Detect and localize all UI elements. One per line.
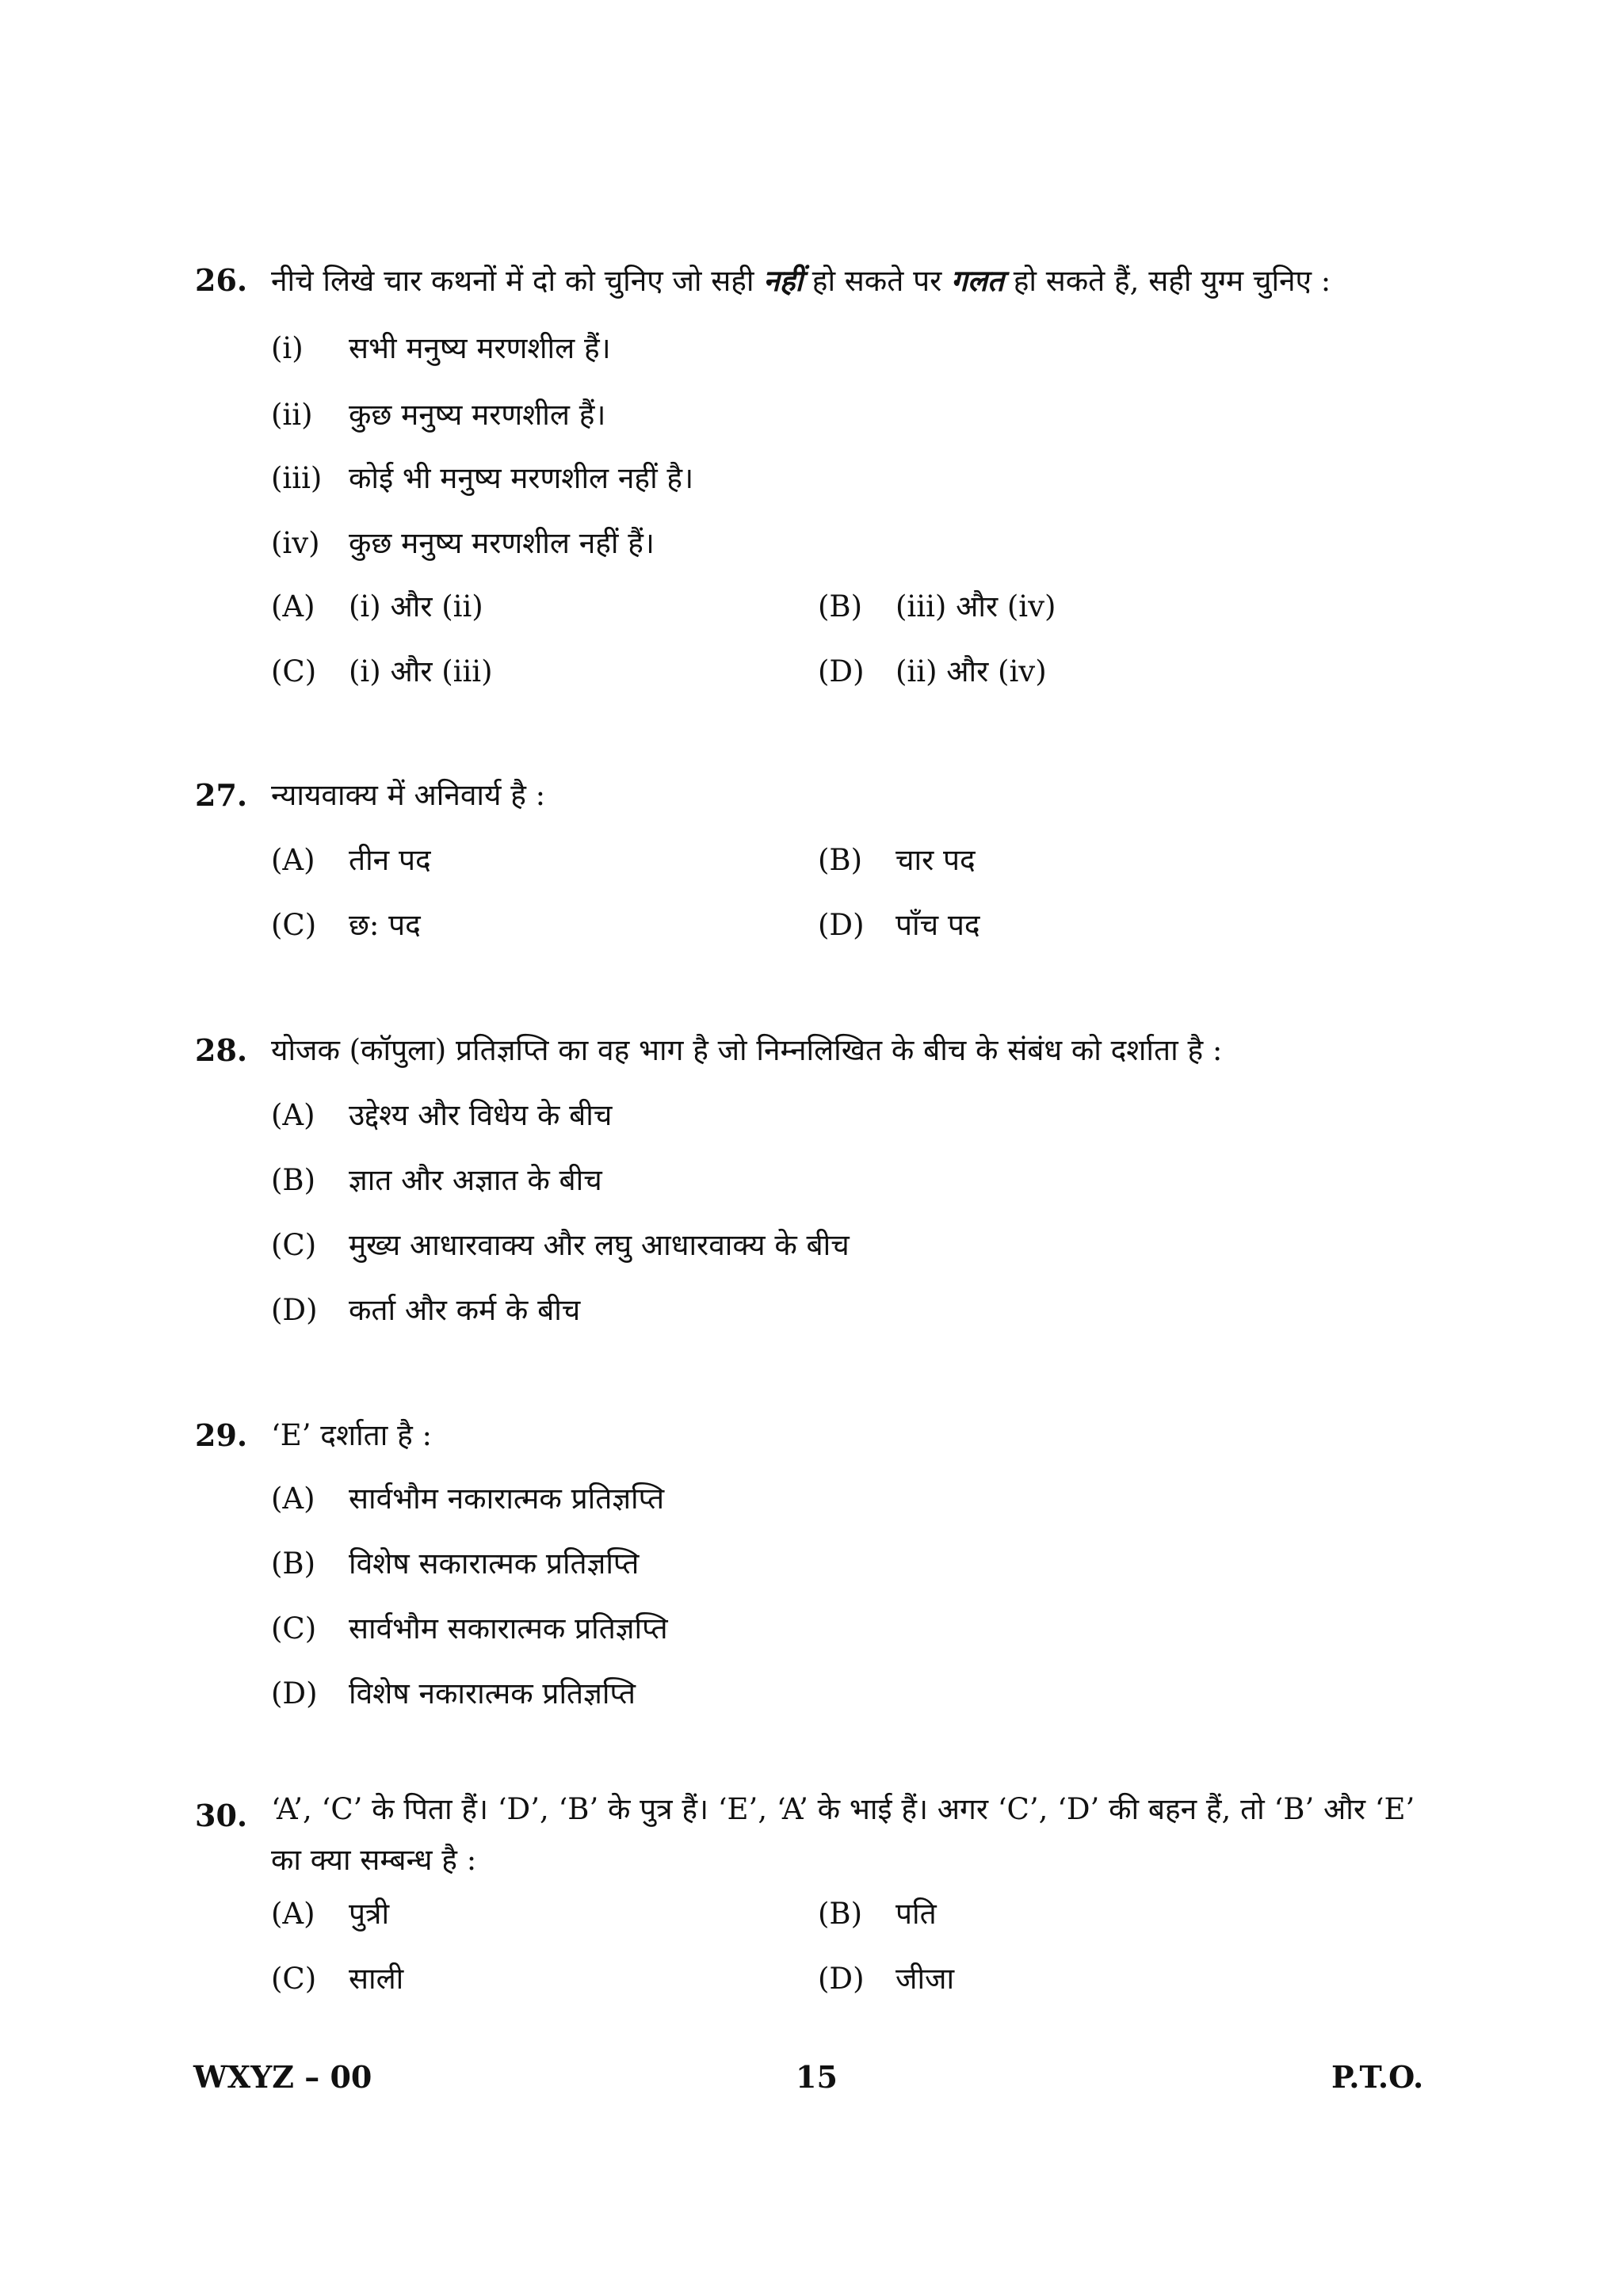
q26-option-b[interactable]: (B) (iii) और (iv) (818, 589, 1056, 624)
q30-option-a[interactable]: (A) पुत्री (271, 1897, 390, 1931)
q30-option-d[interactable]: (D) जीजा (818, 1962, 955, 1996)
q26-statement-i: (i) सभी मनुष्य मरणशील हैं। (271, 331, 611, 365)
q29-option-d[interactable]: (D) विशेष नकारात्मक प्रतिज्ञप्ति (271, 1676, 636, 1711)
paper-code: WXYZ – 00 (193, 2059, 372, 2095)
q26-text-part2: हो सकते पर (803, 264, 951, 298)
q29-option-a[interactable]: (A) सार्वभौम नकारात्मक प्रतिज्ञप्ति (271, 1482, 665, 1516)
q26-text-part1: नीचे लिखे चार कथनों में दो को चुनिए जो सही (271, 264, 764, 298)
q27-option-a[interactable]: (A) तीन पद (271, 843, 431, 877)
q26-text-part3: हो सकते हैं, सही युग्म चुनिए : (1004, 264, 1331, 298)
q28-option-d[interactable]: (D) कर्ता और कर्म के बीच (271, 1293, 581, 1327)
q26-emphasis-galat: गलत (950, 263, 1004, 298)
question-30-number: 30. (195, 1798, 248, 1833)
page-number: 15 (796, 2059, 838, 2095)
question-26-number: 26. (195, 262, 248, 298)
question-27-text: न्यायवाक्य में अनिवार्य है : (271, 778, 546, 812)
q26-option-c[interactable]: (C) (i) और (iii) (271, 654, 493, 688)
q28-option-c[interactable]: (C) मुख्य आधारवाक्य और लघु आधारवाक्य के बीच (271, 1228, 850, 1262)
q28-option-a[interactable]: (A) उद्देश्य और विधेय के बीच (271, 1098, 613, 1132)
q29-option-b[interactable]: (B) विशेष सकारात्मक प्रतिज्ञप्ति (271, 1547, 640, 1581)
q27-option-d[interactable]: (D) पाँच पद (818, 908, 980, 942)
q26-emphasis-nahin: नहीं (763, 263, 804, 298)
q30-option-c[interactable]: (C) साली (271, 1962, 404, 1996)
question-29-text: ‘E’ दर्शाता है : (271, 1418, 432, 1452)
q26-statement-iv: (iv) कुछ मनुष्य मरणशील नहीं हैं। (271, 526, 655, 560)
q30-option-b[interactable]: (B) पति (818, 1897, 937, 1931)
q28-option-b[interactable]: (B) ज्ञात और अज्ञात के बीच (271, 1163, 602, 1197)
question-27-number: 27. (195, 777, 248, 813)
pto-label: P.T.O. (1331, 2059, 1424, 2095)
question-29-number: 29. (195, 1417, 248, 1453)
q29-option-c[interactable]: (C) सार्वभौम सकारात्मक प्रतिज्ञप्ति (271, 1611, 668, 1646)
q26-statement-ii: (ii) कुछ मनुष्य मरणशील हैं। (271, 398, 606, 432)
q27-option-c[interactable]: (C) छ: पद (271, 908, 421, 942)
q27-option-b[interactable]: (B) चार पद (818, 843, 976, 877)
question-28-text: योजक (कॉपुला) प्रतिज्ञप्ति का वह भाग है जो निम्नलिखित के बीच के संबंध को दर्शाता है : (271, 1033, 1223, 1067)
q26-option-d[interactable]: (D) (ii) और (iv) (818, 654, 1047, 688)
question-26-text (271, 249, 1444, 313)
question-30-text: ‘A’, ‘C’ के पिता हैं। ‘D’, ‘B’ के पुत्र हैं। ‘E’, ‘A’ के भाई हैं। अगर ‘C’, ‘D’ की बहन हैं, तो ‘B’ और ‘E’ का क्या सम्बन्ध है : (271, 1792, 1415, 1877)
question-28-number: 28. (195, 1032, 248, 1068)
q26-statement-iii: (iii) कोई भी मनुष्य मरणशील नहीं है। (271, 461, 694, 495)
q26-option-a[interactable]: (A) (i) और (ii) (271, 589, 483, 624)
